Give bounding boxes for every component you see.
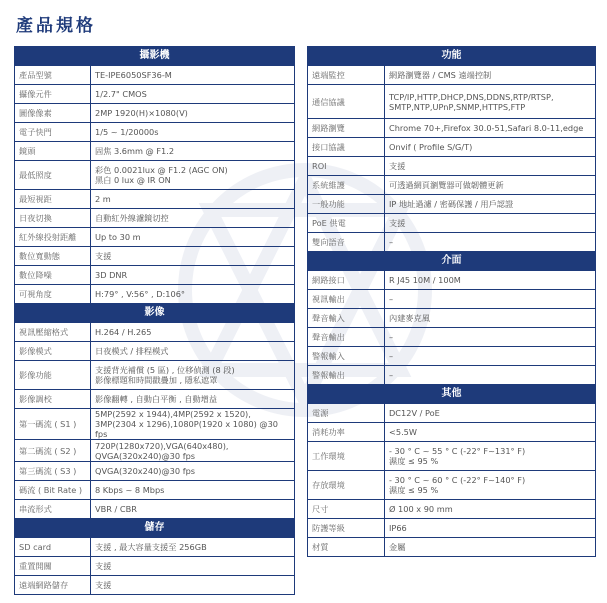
spec-label: 數位降噪 — [15, 266, 91, 285]
spec-row — [15, 462, 295, 481]
spec-label: 系統維護 — [308, 176, 385, 195]
spec-label: 電子快門 — [15, 123, 91, 142]
spec-value: 支援 — [385, 157, 596, 176]
spec-row — [15, 161, 295, 190]
spec-label: 接口協議 — [308, 138, 385, 157]
spec-label: 聲音輸入 — [308, 309, 385, 328]
spec-label: 影像模式 — [15, 342, 91, 361]
left-spec-table — [14, 46, 295, 595]
spec-value: QVGA(320x240)@30 fps — [91, 462, 295, 481]
spec-row — [308, 66, 596, 85]
spec-row — [308, 119, 596, 138]
spec-row — [15, 342, 295, 361]
spec-value: VBR / CBR — [91, 500, 295, 519]
spec-value: - 30 ° C ~ 55 ° C (-22° F~131° F) 濕度 ≤ 95 % — [385, 442, 596, 471]
spec-row — [308, 138, 596, 157]
spec-label: 尺寸 — [308, 500, 385, 519]
spec-value: 8 Kbps ~ 8 Mbps — [91, 481, 295, 500]
spec-value: 2MP 1920(H)×1080(V) — [91, 104, 295, 123]
spec-row — [15, 266, 295, 285]
spec-label: 最短視距 — [15, 190, 91, 209]
spec-label: 網路瀏覽 — [308, 119, 385, 138]
spec-value: 3D DNR — [91, 266, 295, 285]
spec-value: 720P(1280x720),VGA(640x480), QVGA(320x240)@30 fps — [91, 440, 295, 462]
spec-label: 工作環境 — [308, 442, 385, 471]
spec-label: 第一碼流 ( S1 ) — [15, 409, 91, 440]
spec-row — [308, 404, 596, 423]
spec-value: Onvif ( Profile S/G/T) — [385, 138, 596, 157]
spec-row — [15, 142, 295, 161]
spec-value: 支援 — [385, 214, 596, 233]
spec-label: 數位寬動態 — [15, 247, 91, 266]
spec-row — [15, 481, 295, 500]
spec-value: 網路瀏覽器 / CMS 遠端控制 — [385, 66, 596, 85]
spec-row — [15, 190, 295, 209]
spec-value: 金屬 — [385, 538, 596, 557]
spec-label: ROI — [308, 157, 385, 176]
spec-row — [15, 390, 295, 409]
spec-row — [15, 66, 295, 85]
spec-label: 一般功能 — [308, 195, 385, 214]
spec-row — [15, 409, 295, 440]
spec-value: - 30 ° C ~ 60 ° C (-22° F~140° F) 濕度 ≤ 95 % — [385, 471, 596, 500]
spec-value: 支援 — [91, 576, 295, 595]
spec-value: Chrome 70+,Firefox 30.0-51,Safari 8.0-11,edge — [385, 119, 596, 138]
spec-label: 碼流 ( Bit Rate ) — [15, 481, 91, 500]
spec-row — [15, 285, 295, 304]
spec-value: 自動紅外線濾鏡切控 — [91, 209, 295, 228]
section-header: 攝影機 — [15, 47, 295, 66]
spec-label: 紅外線投射距離 — [15, 228, 91, 247]
section-header-row — [308, 252, 596, 271]
spec-value: – — [385, 328, 596, 347]
spec-row — [308, 271, 596, 290]
spec-row — [308, 347, 596, 366]
section-header-row — [308, 385, 596, 404]
spec-row — [308, 423, 596, 442]
spec-value: <5.5W — [385, 423, 596, 442]
spec-label: 產品型號 — [15, 66, 91, 85]
spec-value: 1/5 ~ 1/20000s — [91, 123, 295, 142]
spec-value: 日夜模式 / 排程模式 — [91, 342, 295, 361]
spec-row — [15, 538, 295, 557]
spec-value: 彩色 0.0021lux @ F1.2 (AGC ON) 黑白 0 lux @ IR ON — [91, 161, 295, 190]
spec-label: 重置開關 — [15, 557, 91, 576]
section-header-row — [15, 47, 295, 66]
spec-value: H.264 / H.265 — [91, 323, 295, 342]
spec-row — [308, 85, 596, 119]
spec-row — [308, 195, 596, 214]
spec-value: 內建麥克風 — [385, 309, 596, 328]
spec-row — [15, 323, 295, 342]
spec-value: Up to 30 m — [91, 228, 295, 247]
spec-label: 警報輸入 — [308, 347, 385, 366]
spec-value: 可透過網頁瀏覽器可做韌體更新 — [385, 176, 596, 195]
section-header-row — [308, 47, 596, 66]
section-header: 影像 — [15, 304, 295, 323]
spec-label: SD card — [15, 538, 91, 557]
spec-label: 雙向語音 — [308, 233, 385, 252]
spec-value: 1/2.7" CMOS — [91, 85, 295, 104]
section-header: 介面 — [308, 252, 596, 271]
spec-label: 電源 — [308, 404, 385, 423]
spec-row — [308, 366, 596, 385]
spec-label: 消耗功率 — [308, 423, 385, 442]
spec-value: – — [385, 366, 596, 385]
spec-row — [308, 328, 596, 347]
spec-label: 網路接口 — [308, 271, 385, 290]
spec-label: 視訊壓縮格式 — [15, 323, 91, 342]
spec-row — [308, 309, 596, 328]
spec-value: H:79° , V:56° , D:106° — [91, 285, 295, 304]
spec-row — [15, 500, 295, 519]
spec-label: 串流形式 — [15, 500, 91, 519]
spec-value: – — [385, 233, 596, 252]
spec-label: 存放環境 — [308, 471, 385, 500]
spec-value: TCP/IP,HTTP,DHCP,DNS,DDNS,RTP/RTSP, SMTP,NTP,UPnP,SNMP,HTTPS,FTP — [385, 85, 596, 119]
spec-row — [15, 361, 295, 390]
spec-row — [308, 442, 596, 471]
spec-label: 視訊輸出 — [308, 290, 385, 309]
spec-label: 遠端監控 — [308, 66, 385, 85]
spec-label: 鏡頭 — [15, 142, 91, 161]
spec-value: 支援背光補償 (5 區) , 位移偵測 (8 段) 影像標題和時間戳疊加 , 隱私遮罩 — [91, 361, 295, 390]
spec-label: 最低照度 — [15, 161, 91, 190]
section-header: 儲存 — [15, 519, 295, 538]
spec-value: IP66 — [385, 519, 596, 538]
section-header: 其他 — [308, 385, 596, 404]
spec-row — [15, 557, 295, 576]
spec-row — [15, 123, 295, 142]
spec-row — [308, 233, 596, 252]
spec-value: R J45 10M / 100M — [385, 271, 596, 290]
page-title: 產品規格 — [16, 16, 96, 36]
section-header-row — [15, 304, 295, 323]
spec-row — [308, 157, 596, 176]
spec-value: 影像翻轉 , 自動白平衡 , 自動增益 — [91, 390, 295, 409]
spec-label: PoE 供電 — [308, 214, 385, 233]
spec-label: 材質 — [308, 538, 385, 557]
spec-row — [308, 538, 596, 557]
spec-value: Ø 100 x 90 mm — [385, 500, 596, 519]
right-spec-table — [307, 46, 596, 557]
spec-label: 第二碼流 ( S2 ) — [15, 440, 91, 462]
spec-row — [15, 247, 295, 266]
section-header: 功能 — [308, 47, 596, 66]
spec-row — [308, 214, 596, 233]
spec-row — [308, 290, 596, 309]
spec-row — [308, 519, 596, 538]
spec-value: 支援 — [91, 247, 295, 266]
spec-value: 2 m — [91, 190, 295, 209]
spec-label: 聲音輸出 — [308, 328, 385, 347]
spec-row — [308, 176, 596, 195]
spec-label: 攝像元件 — [15, 85, 91, 104]
spec-label: 日夜切換 — [15, 209, 91, 228]
spec-value: TE-IPE6050SF36-M — [91, 66, 295, 85]
spec-label: 警報輸出 — [308, 366, 385, 385]
spec-row — [15, 104, 295, 123]
spec-row — [308, 500, 596, 519]
spec-value: 固焦 3.6mm @ F1.2 — [91, 142, 295, 161]
spec-value: – — [385, 347, 596, 366]
spec-value: 5MP(2592 x 1944),4MP(2592 x 1520), 3MP(2304 x 1296),1080P(1920 x 1080) @30 fps — [91, 409, 295, 440]
spec-value: 支援 , 最大容量支援至 256GB — [91, 538, 295, 557]
spec-value: – — [385, 290, 596, 309]
spec-label: 影像功能 — [15, 361, 91, 390]
spec-row — [15, 576, 295, 595]
spec-value: 支援 — [91, 557, 295, 576]
spec-label: 通信協議 — [308, 85, 385, 119]
section-header-row — [15, 519, 295, 538]
spec-label: 第三碼流 ( S3 ) — [15, 462, 91, 481]
spec-label: 影像調校 — [15, 390, 91, 409]
spec-row — [15, 85, 295, 104]
spec-row — [15, 228, 295, 247]
spec-label: 可視角度 — [15, 285, 91, 304]
spec-row — [15, 440, 295, 462]
spec-label: 遠端網路儲存 — [15, 576, 91, 595]
spec-value: DC12V / PoE — [385, 404, 596, 423]
spec-label: 圖像像素 — [15, 104, 91, 123]
spec-row — [15, 209, 295, 228]
spec-value: IP 地址過濾 / 密碼保護 / 用戶認證 — [385, 195, 596, 214]
spec-row — [308, 471, 596, 500]
spec-label: 防護等級 — [308, 519, 385, 538]
